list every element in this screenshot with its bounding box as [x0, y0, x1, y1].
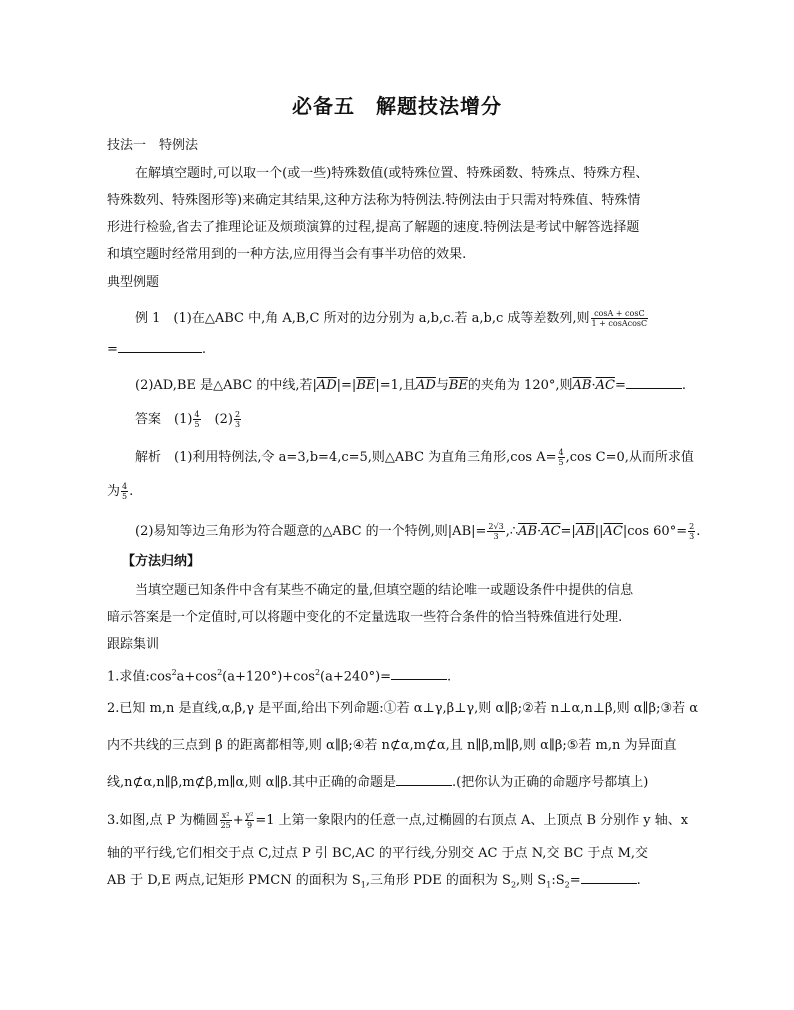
method-heading: 【方法归纳】: [122, 554, 201, 569]
example-heading: 典型例题: [107, 275, 160, 290]
answer-line: 答案 (1) $\frac{4}{5}$ (2) $\frac{2}{3}$: [135, 410, 241, 429]
question-2-line-3: 线,n⊄α,n∥β,m⊄β,m∥α,则 α∥β.其中正确的命题是 .(把你认为正确的命题序号都填上): [107, 775, 649, 790]
answer-blank: [626, 376, 682, 389]
question-1: 1.求值$:\cos^2a+\cos^2(a+120^\circ)+\cos^2(a+240^\circ)=$ .: [107, 668, 452, 685]
method-line-1: 当填空题已知条件中含有某些不确定的量,但填空题的结论唯一或题设条件中提供的信息: [135, 583, 634, 598]
intro-line-4: 和填空题时经常用到的一种方法,应用得当会有事半功倍的效果.: [107, 247, 467, 262]
question-3-line-3: AB 于 D,E 两点,记矩形 PMCN 的面积为 $S_1$,三角形 PDE 的面积为 $S_2$,则 $S_1:S_2=$ .: [107, 873, 641, 890]
analysis-line-1: 解析 (1)利用特例法,令 a=3,b=4,c=5,则△ABC 为直角三角形,cos A= $\frac{4}{5}$ ,cos C=0,从而所求值: [135, 448, 694, 467]
answer-blank: [581, 871, 637, 884]
method-line-2: 暗示答案是一个定值时,可以将题中变化的不定量选取一些符合条件的恰当特殊值进行处理.: [107, 610, 623, 625]
question-2-line-1: 2.已知 m,n 是直线,α,β,γ 是平面,给出下列命题:①若 α⊥γ,β⊥γ,则 α∥β;②若 n⊥α,n⊥β,则 α∥β;③若 α: [107, 701, 699, 716]
answer-blank: [118, 340, 202, 353]
page-title: 必备五 解题技法增分: [292, 94, 502, 118]
analysis-line-3: (2)易知等边三角形为符合题意的△ABC 的一个特例,则|AB|= $\frac{2√3}{3}$ $,\therefore\overline{AB}\cdot\overline{AC}=|\overline{AB}||\overline{AC}|\cos$ 60°= $\frac{2}{3}$ .: [135, 522, 701, 541]
intro-line-1: 在解填空题时,可以取一个(或一些)特殊数值(或特殊位置、特殊函数、特殊点、特殊方程、: [135, 166, 649, 181]
analysis-line-2: 为 $\frac{4}{5}$ .: [107, 482, 134, 501]
example1-line-1: 例 1 (1)在△ABC 中,角 A,B,C 所对的边分别为 a,b,c.若 a,b,c 成等差数列,则 $\frac{\cos A + \cos C}{\text{1 + cosAcosC}}$: [135, 309, 648, 328]
question-2-line-2: 内不共线的三点到 β 的距离都相等,则 α∥β;④若 n⊄α,m⊄α,且 n∥β,m∥β,则 α∥β;⑤若 m,n 为异面直: [107, 738, 677, 753]
question-3-line-2: 轴的平行线,它们相交于点 C,过点 P 引 BC,AC 的平行线,分别交 AC 于点 N,交 BC 于点 M,交: [107, 846, 649, 861]
answer-blank: [391, 667, 447, 680]
section-heading: 技法一 特例法: [107, 138, 199, 153]
answer-blank: [396, 773, 452, 786]
example1-line-2: = .: [107, 342, 207, 357]
intro-line-3: 形进行检验,省去了推理论证及烦琐演算的过程,提高了解题的速度.特例法是考试中解答选择题: [107, 220, 640, 235]
intro-line-2: 特殊数列、特殊图形等)来确定其结果,这种方法称为特例法.特例法由于只需对特殊值、特殊情: [107, 193, 641, 208]
question-3-line-1: 3.如图,点 P 为椭圆 $\frac{\text{x²}}{25}$ + $\frac{\text{y²}}{9}$ =1 上第一象限内的任意一点,过椭圆的右顶点 A、上顶点 B 分别作 y 轴、x: [107, 811, 689, 830]
example1-part2: (2)AD,BE 是△ABC 的中线,若$|\overline{AD}|=|\overline{BE}|=1$,且$\overline{AD}$与$\overline{BE}$的夹角为 120°,则$\overline{AB}\cdot\overline{AC}=$ .: [135, 378, 686, 393]
fraction: $\frac{\cos A + \cos C}{\text{1 + cosAcosC}}$: [591, 309, 648, 328]
practice-heading: 跟踪集训: [107, 637, 160, 652]
